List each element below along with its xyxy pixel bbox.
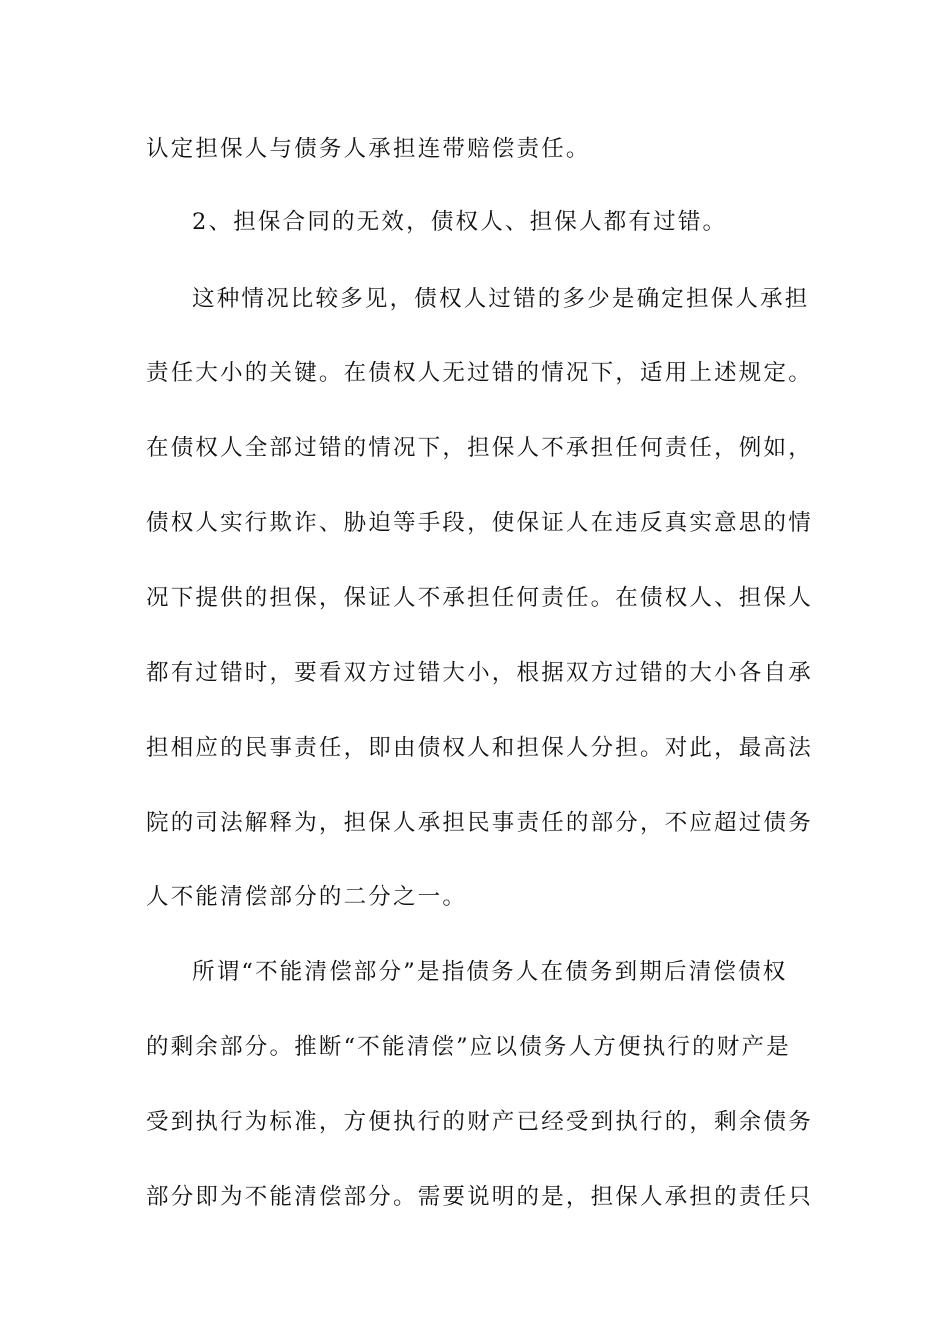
text-line-9: 担相应的民事责任，即由债权人和担保人分担。对此，最高法 <box>146 735 813 761</box>
text-line-3: 这种情况比较多见，债权人过错的多少是确定担保人承担 <box>192 286 810 312</box>
text-line-4: 责任大小的关键。在债权人无过错的情况下，适用上述规定。 <box>146 360 813 386</box>
text-line-1: 认定担保人与债务人承担连带赔偿责任。 <box>146 136 591 162</box>
text-line-10: 院的司法解释为，担保人承担民事责任的部分，不应超过债务 <box>146 810 813 836</box>
text-line-8: 都有过错时，要看双方过错大小，根据双方过错的大小各自承 <box>146 660 813 686</box>
text-line-14: 受到执行为标准，方便执行的财产已经受到执行的，剩余债务 <box>146 1109 813 1135</box>
text-line-11: 人不能清偿部分的二分之一。 <box>146 884 468 910</box>
text-line-2-heading: 2、担保合同的无效，债权人、担保人都有过错。 <box>192 209 728 235</box>
text-line-12: 所谓“不能清偿部分”是指债务人在债务到期后清偿债权 <box>192 959 788 985</box>
text-line-5: 在债权人全部过错的情况下，担保人不承担任何责任，例如， <box>146 435 813 461</box>
text-line-15: 部分即为不能清偿部分。需要说明的是，担保人承担的责任只 <box>146 1184 813 1210</box>
text-line-7: 况下提供的担保，保证人不承担任何责任。在债权人、担保人 <box>146 585 813 611</box>
text-line-13: 的剩余部分。推断“不能清偿”应以债务人方便执行的财产是 <box>146 1034 791 1060</box>
text-line-6: 债权人实行欺诈、胁迫等手段，使保证人在违反真实意思的情 <box>146 510 813 536</box>
